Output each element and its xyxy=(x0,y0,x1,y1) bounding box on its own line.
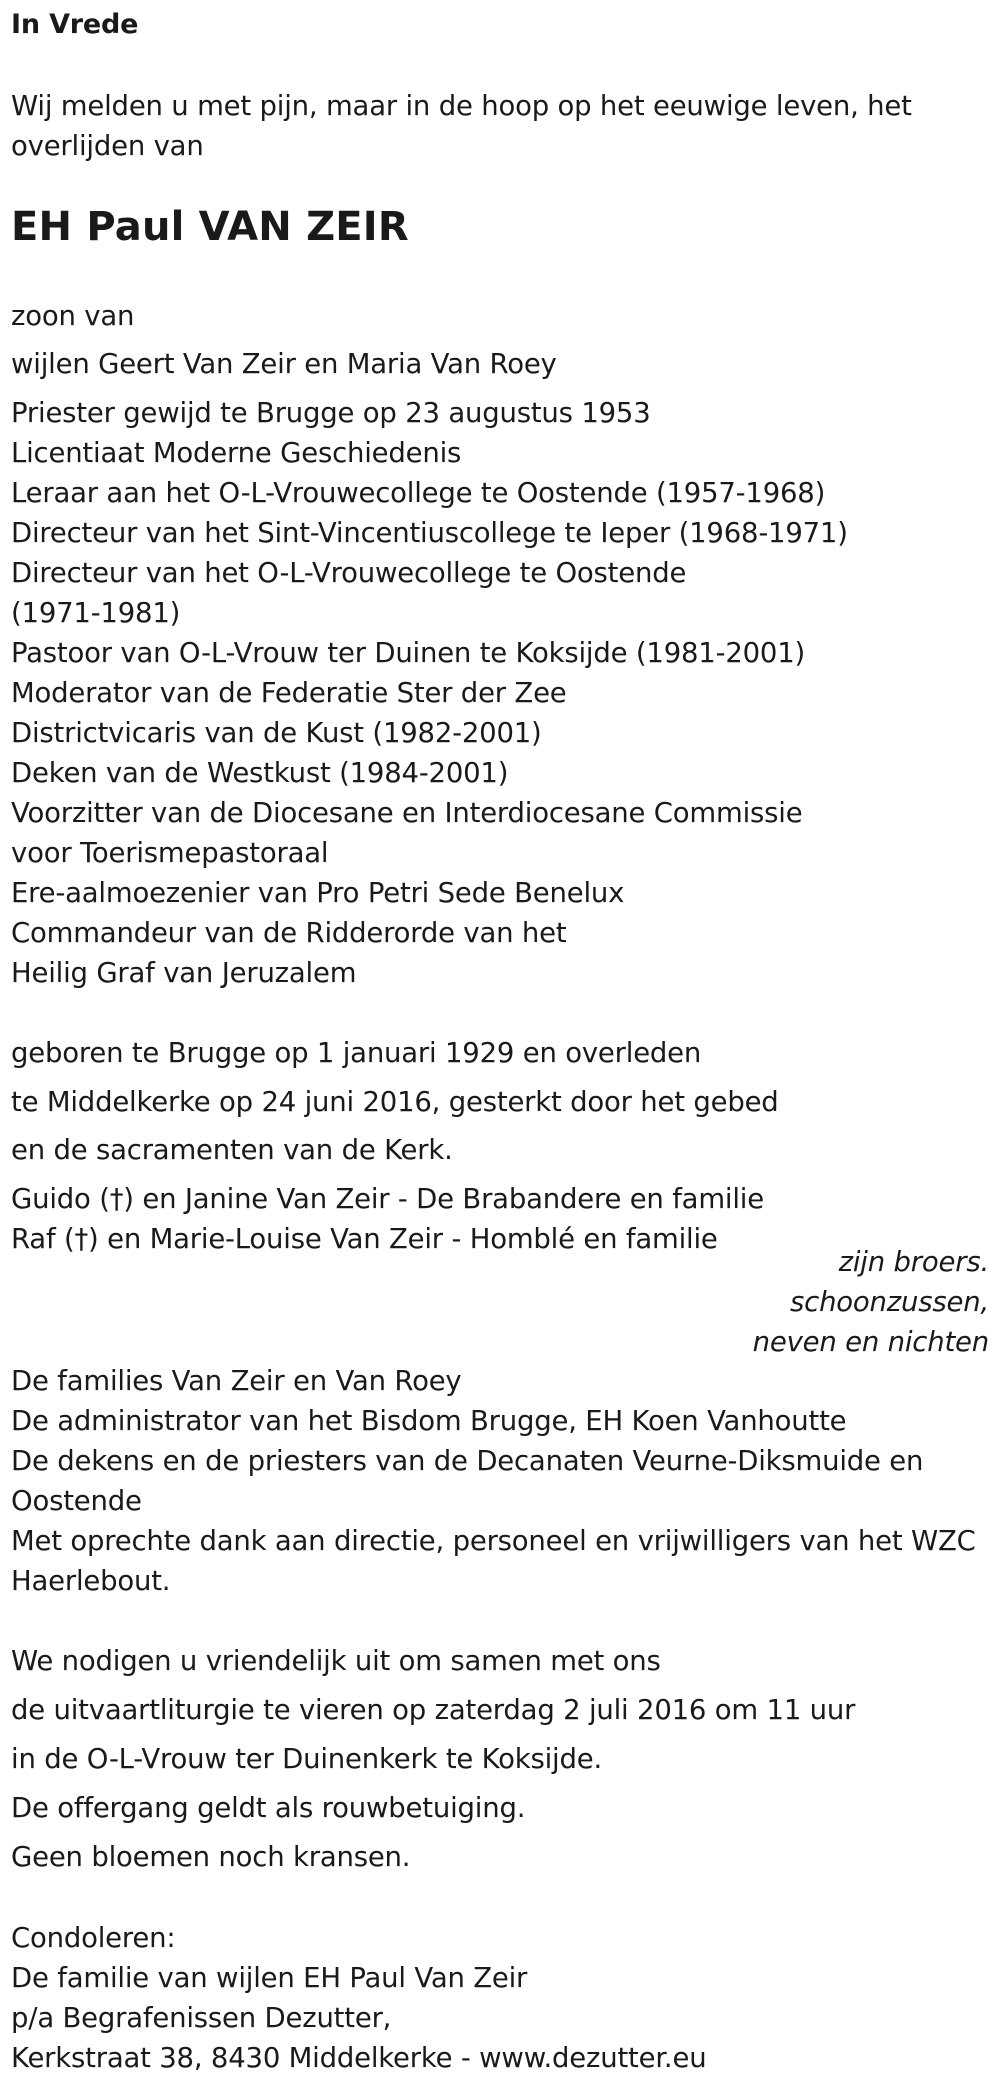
header-label: In Vrede xyxy=(11,9,139,40)
dates-line: geboren te Brugge op 1 januari 1929 en overleden xyxy=(11,1037,702,1069)
career-line: (1971-1981) xyxy=(11,597,181,629)
dates-line: te Middelkerke op 24 juni 2016, gesterkt door het gebed xyxy=(11,1086,779,1118)
intro-line: overlijden van xyxy=(11,130,204,162)
others-line: De families Van Zeir en Van Roey xyxy=(11,1365,462,1397)
family-relation-line: zijn broers. xyxy=(838,1246,989,1278)
career-line: Directeur van het O-L-Vrouwecollege te Oostende xyxy=(11,557,687,589)
career-line: Heilig Graf van Jeruzalem xyxy=(11,957,357,989)
funeral-line: We nodigen u vriendelijk uit om samen met ons xyxy=(11,1645,661,1677)
parents-line: zoon van xyxy=(11,300,135,332)
parents-line: wijlen Geert Van Zeir en Maria Van Roey xyxy=(11,348,557,380)
career-line: Ere-aalmoezenier van Pro Petri Sede Benelux xyxy=(11,877,625,909)
career-line: Leraar aan het O-L-Vrouwecollege te Oostende (1957-1968) xyxy=(11,477,826,509)
condolences-line: De familie van wijlen EH Paul Van Zeir xyxy=(11,1962,528,1994)
family-relation-line: schoonzussen, xyxy=(790,1286,989,1318)
funeral-line: De offergang geldt als rouwbetuiging. xyxy=(11,1792,526,1824)
condolences-line: Kerkstraat 38, 8430 Middelkerke - www.dezutter.eu xyxy=(11,2042,707,2074)
career-line: Pastoor van O-L-Vrouw ter Duinen te Koksijde (1981-2001) xyxy=(11,637,806,669)
career-line: Directeur van het Sint-Vincentiuscollege te Ieper (1968-1971) xyxy=(11,517,848,549)
funeral-line: de uitvaartliturgie te vieren op zaterdag 2 juli 2016 om 11 uur xyxy=(11,1694,856,1726)
others-line: De administrator van het Bisdom Brugge, EH Koen Vanhoutte xyxy=(11,1405,847,1437)
career-line: Voorzitter van de Diocesane en Interdiocesane Commissie xyxy=(11,797,803,829)
career-line: Priester gewijd te Brugge op 23 augustus 1953 xyxy=(11,397,651,429)
family-line: Guido (†) en Janine Van Zeir - De Brabandere en familie xyxy=(11,1183,764,1215)
intro-line: Wij melden u met pijn, maar in de hoop op het eeuwige leven, het xyxy=(11,90,912,122)
condolences-line: Condoleren: xyxy=(11,1922,176,1954)
dates-line: en de sacramenten van de Kerk. xyxy=(11,1134,453,1166)
deceased-name: EH Paul VAN ZEIR xyxy=(11,204,409,250)
career-line: voor Toerismepastoraal xyxy=(11,837,329,869)
family-line: Raf (†) en Marie-Louise Van Zeir - Homblé en familie xyxy=(11,1223,718,1255)
others-line: Met oprechte dank aan directie, personeel en vrijwilligers van het WZC xyxy=(11,1525,976,1557)
family-relation-line: neven en nichten xyxy=(752,1326,989,1358)
others-line: Oostende xyxy=(11,1485,142,1517)
funeral-line: in de O-L-Vrouw ter Duinenkerk te Koksijde. xyxy=(11,1743,603,1775)
career-line: Districtvicaris van de Kust (1982-2001) xyxy=(11,717,542,749)
career-line: Commandeur van de Ridderorde van het xyxy=(11,917,567,949)
career-line: Deken van de Westkust (1984-2001) xyxy=(11,757,509,789)
career-line: Licentiaat Moderne Geschiedenis xyxy=(11,437,462,469)
others-line: Haerlebout. xyxy=(11,1565,171,1597)
condolences-line: p/a Begrafenissen Dezutter, xyxy=(11,2002,392,2034)
funeral-line: Geen bloemen noch kransen. xyxy=(11,1841,411,1873)
others-line: De dekens en de priesters van de Decanaten Veurne-Diksmuide en xyxy=(11,1445,924,1477)
career-line: Moderator van de Federatie Ster der Zee xyxy=(11,677,567,709)
